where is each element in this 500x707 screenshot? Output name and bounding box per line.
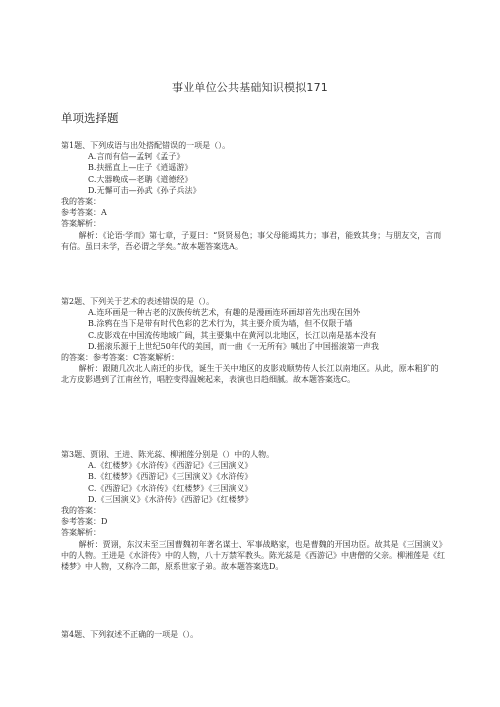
my-answer: 的答案：参考答案：C答案解析： — [61, 353, 180, 363]
option-b: B.涂鸦在当下是带有时代色彩的艺术行为，其主要介质为墙，但不仅限于墙 — [88, 319, 353, 329]
question-2 — [61, 296, 446, 386]
analysis-text: 解析：跟随几次北人南迁的步伐，诞生于关中地区的皮影戏顺势传人长江以南地区。从此，原本粗犷的北方皮影遇到了江南丝竹，唱腔变得温婉起来，表演也日趋细腻。故本题答案选C。 — [61, 364, 439, 385]
my-answer: 我的答案： — [61, 506, 101, 516]
option-c: C.皮影戏在中国流传地域广阔，其主要集中在黄河以北地区，长江以南是基本没有 — [88, 330, 377, 340]
option-d: D.无懈可击—孙武《孙子兵法》 — [88, 185, 201, 195]
option-c: C.《西游记》《水浒传》《红楼梦》《三国演义》 — [88, 483, 253, 493]
question-1 — [61, 140, 446, 252]
question-stem: 第4题、下列叙述不正确的一项是（）。 — [61, 630, 199, 639]
option-d: D.摇滚乐源于上世纪50年代的美国，而一曲《一无所有》喊出了中国摇滚第一声我 — [88, 341, 379, 351]
option-b: B.扶摇直上—庄子《逍遥游》 — [88, 163, 193, 173]
my-answer: 我的答案： — [61, 197, 101, 207]
reference-answer: 参考答案：D — [61, 517, 108, 527]
option-c: C.大器晚成—老聃《道德经》 — [88, 174, 193, 184]
option-a: A.连环画是一种古老的汉族传统艺术，有趣的是漫画连环画却首先出现在国外 — [88, 308, 361, 318]
question-3 — [61, 449, 446, 572]
option-a: A.言而有信—孟轲《孟子》 — [88, 152, 185, 162]
analysis-text: 解析：《论语·学而》第七章，子夏曰：“贤贤易色；事父母能竭其力；事君，能致其身；与朋友交，言而有信。虽曰未学，吾必谓之学矣。”故本题答案选A。 — [61, 230, 442, 251]
question-stem: 第2题、下列关于艺术的表述错误的是（）。 — [61, 297, 215, 306]
question-stem: 第1题、下列成语与出处搭配错误的一项是（）。 — [61, 141, 231, 150]
question-stem: 第3题、贾诩、王进、陈光蕊、柳湘莲分别是（）中的人物。 — [61, 450, 275, 459]
option-a: A.《红楼梦》《水浒传》《西游记》《三国演义》 — [88, 461, 253, 471]
section-title: 单项选择题 — [61, 111, 119, 125]
analysis-label: 答案解析： — [61, 219, 101, 229]
option-d: D.《三国演义》《水浒传》《西游记》《红楼梦》 — [88, 494, 253, 504]
page-title: 事业单位公共基础知识模拟171 — [172, 81, 328, 94]
analysis-text: 解析：贾诩，东汉末至三国曹魏初年著名谋士、军事战略家，也是曹魏的开国功臣。故其是《三国演义》中的人物。王进是《水浒传》中的人物，八十万禁军教头。陈光蕊是《西游记》中唐僧的父亲。柳湘莲是《红楼梦》中人物，又称冷二郎，原系世家子弟。故本题答案选D。 — [61, 539, 445, 572]
option-b: B.《红楼梦》《西游记》《三国演义》《水浒传》 — [88, 472, 253, 482]
analysis-label: 答案解析： — [61, 528, 101, 538]
reference-answer: 参考答案：A — [61, 208, 107, 218]
question-4 — [61, 629, 446, 640]
